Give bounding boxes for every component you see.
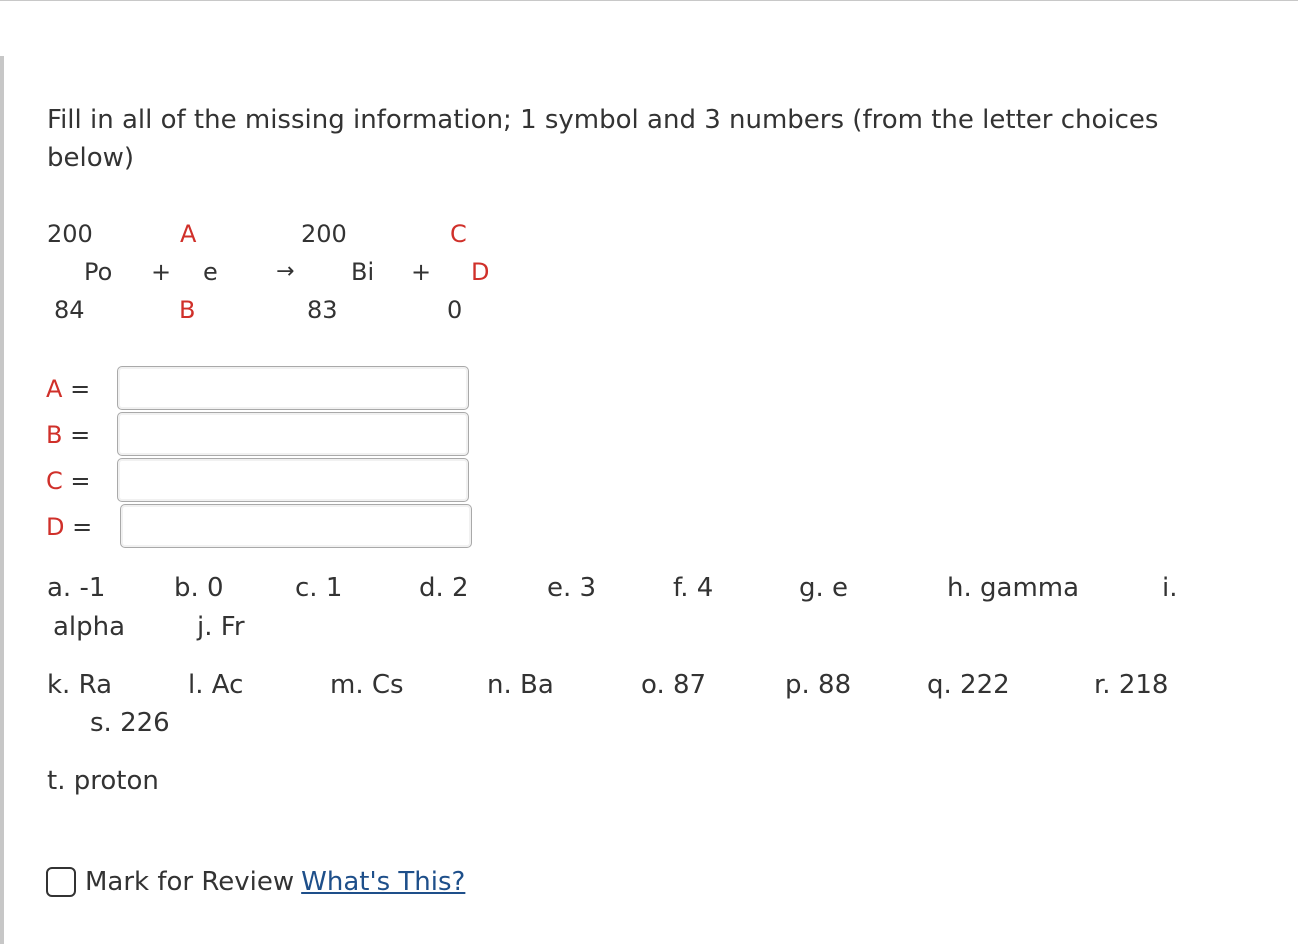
choice-item: s. 226	[90, 708, 170, 738]
choice-item: t. proton	[47, 766, 159, 796]
choice-item: c. 1	[295, 573, 343, 603]
choice-item: l. Ac	[188, 670, 244, 700]
answer-a-input[interactable]	[117, 366, 469, 410]
unknown-symbol-placeholder: D	[471, 258, 490, 286]
answer-d-label: D =	[46, 513, 93, 541]
reactant-symbol: Po	[84, 258, 113, 286]
particle-symbol: e	[203, 258, 218, 286]
choice-item: b. 0	[174, 573, 224, 603]
particle-charge-placeholder: B	[179, 296, 196, 324]
particle-mass-placeholder: A	[180, 220, 197, 248]
mark-for-review-checkbox[interactable]	[46, 867, 76, 897]
product-atomic-number: 83	[307, 296, 338, 324]
choice-item: n. Ba	[487, 670, 554, 700]
choice-item: j. Fr	[197, 612, 245, 642]
choice-item: p. 88	[785, 670, 852, 700]
whats-this-link[interactable]: What's This?	[301, 867, 466, 897]
plus-sign: +	[411, 258, 432, 286]
choice-item: alpha	[53, 612, 126, 642]
reactant-mass-number: 200	[47, 220, 93, 248]
question-prompt: Fill in all of the missing information; 1 symbol and 3 numbers (from the letter choices below)	[47, 105, 1159, 173]
choice-item: d. 2	[419, 573, 469, 603]
choice-item: q. 222	[927, 670, 1010, 700]
top-rule	[0, 0, 1298, 1]
answer-a-label: A =	[46, 375, 91, 403]
left-border-bar	[0, 56, 4, 944]
choice-item: e. 3	[547, 573, 597, 603]
choice-item: k. Ra	[47, 670, 113, 700]
unknown-mass-placeholder: C	[450, 220, 467, 248]
answer-d-input[interactable]	[120, 504, 472, 548]
answer-c-input[interactable]	[117, 458, 469, 502]
answer-c-label: C =	[46, 467, 91, 495]
choice-item: o. 87	[641, 670, 707, 700]
product-symbol: Bi	[351, 258, 375, 286]
reaction-arrow: →	[276, 259, 295, 284]
unknown-bottom-number: 0	[447, 296, 463, 324]
answer-b-input[interactable]	[117, 412, 469, 456]
product-mass-number: 200	[301, 220, 347, 248]
choice-item: m. Cs	[330, 670, 404, 700]
choice-item: a. -1	[47, 573, 106, 603]
choice-item: h. gamma	[947, 573, 1080, 603]
mark-for-review-label[interactable]: Mark for Review	[85, 867, 295, 897]
plus-sign: +	[151, 258, 172, 286]
reactant-atomic-number: 84	[54, 296, 85, 324]
choice-item: f. 4	[673, 573, 714, 603]
answer-b-label: B =	[46, 421, 91, 449]
choice-item: r. 218	[1094, 670, 1169, 700]
choice-item: i.	[1162, 573, 1178, 603]
choice-item: g. e	[799, 573, 849, 603]
mark-for-review	[46, 864, 465, 900]
